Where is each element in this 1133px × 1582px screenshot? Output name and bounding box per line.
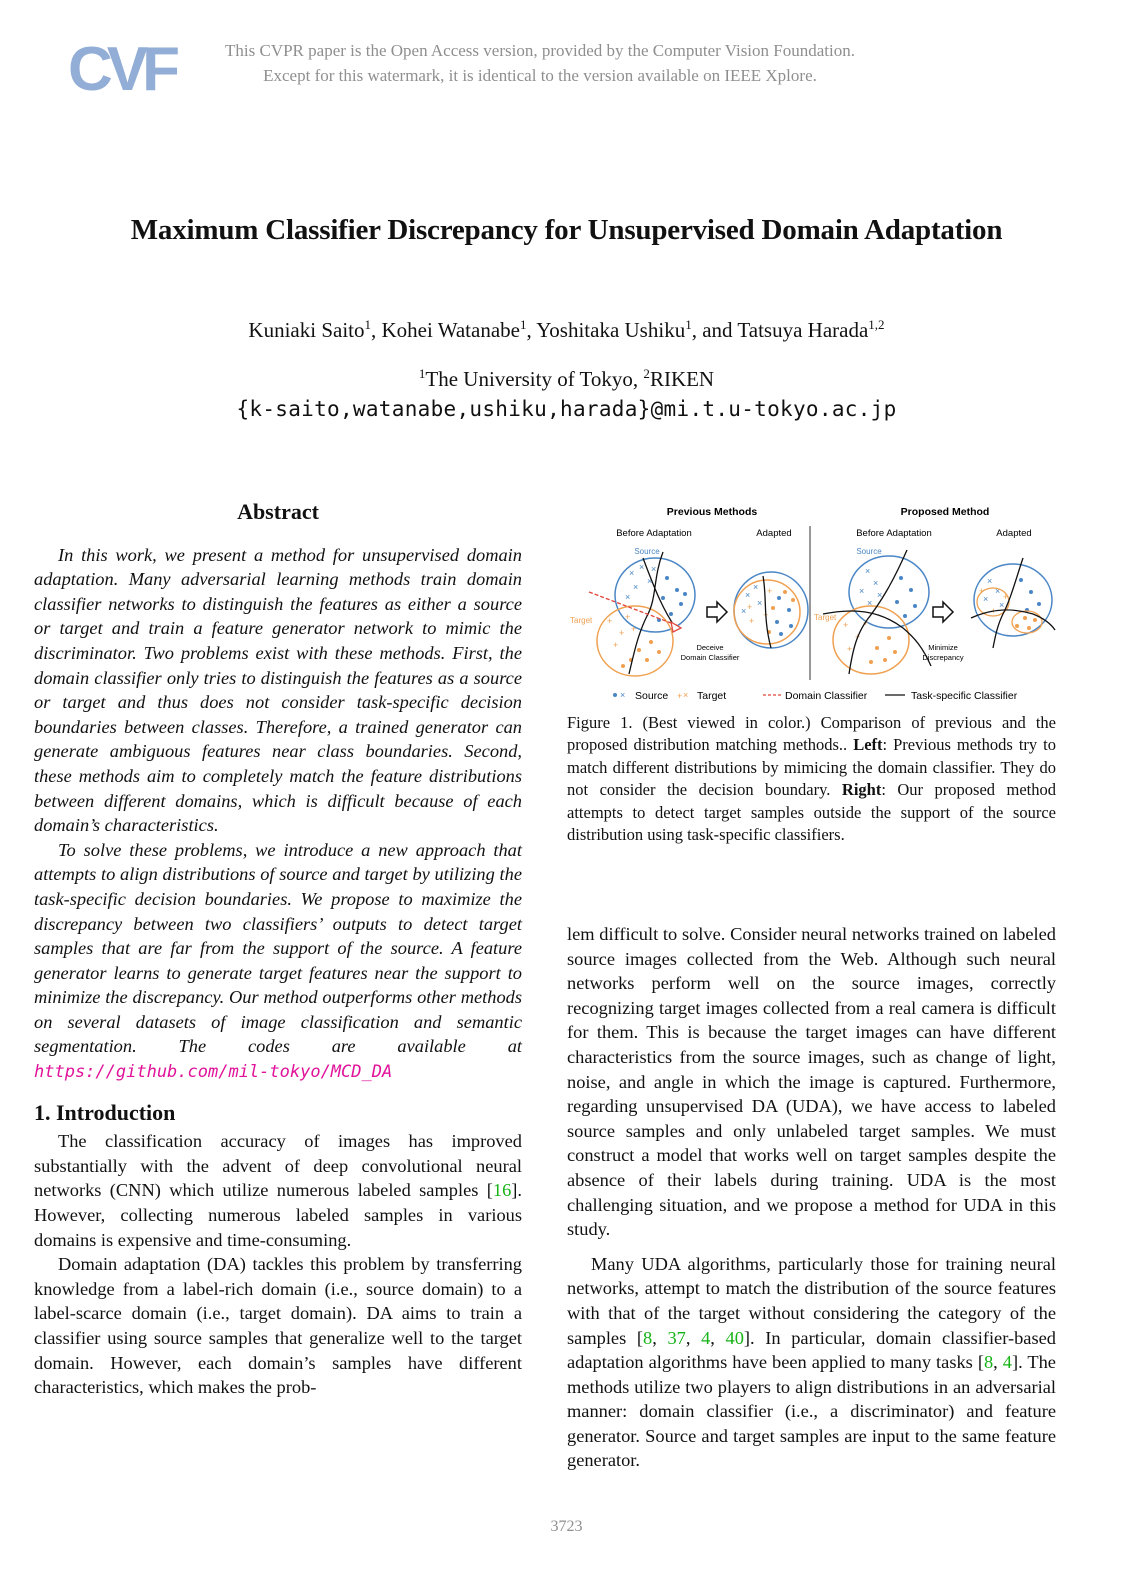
svg-text:×: ×	[867, 598, 873, 608]
svg-text:×: ×	[651, 564, 657, 574]
legend-target: Target	[697, 690, 727, 702]
svg-text:×: ×	[639, 562, 645, 572]
intro-paragraph-1	[34, 1129, 522, 1252]
left-column	[34, 500, 522, 1400]
minimize-label: Discrepancy	[922, 653, 964, 662]
author-affiliation-mark: 1,2	[868, 317, 885, 332]
adapted-label-left: Adapted	[756, 528, 792, 539]
legend-source: Source	[635, 690, 669, 702]
svg-text:+: +	[747, 602, 753, 612]
target-samples	[843, 618, 897, 664]
svg-text:+: +	[855, 632, 861, 642]
svg-text:+: +	[979, 586, 985, 596]
svg-text:+: +	[749, 616, 755, 626]
affiliation-2: RIKEN	[649, 367, 715, 391]
abstract-paragraph-2	[34, 838, 522, 1085]
target-label: Target	[814, 613, 837, 622]
cvf-logo	[66, 34, 174, 104]
author-name: Yoshitaka Ushiku	[536, 318, 686, 342]
figure-1	[567, 498, 1056, 708]
citation-separator: ,	[685, 1327, 702, 1348]
arrow-right-icon	[707, 602, 727, 622]
body-text: Many UDA algorithms, particularly those for training neural networks, attempt to match the distribution of the source features with that of the target without considering the category of the samples [	[567, 1253, 1056, 1348]
svg-text:+: +	[843, 620, 849, 630]
watermark-line-1: This CVPR paper is the Open Access version, provided by the Computer Vision Foundation.	[225, 41, 855, 60]
author-emails: {k-saito,watanabe,ushiku,harada}@mi.t.u-tokyo.ac.jp	[236, 397, 897, 421]
source-dot-icon	[613, 693, 617, 697]
author-affiliation-mark: 1	[519, 317, 527, 332]
svg-text:+: +	[763, 610, 769, 620]
intro-paragraph-4	[567, 1252, 1056, 1473]
citation-link[interactable]: 40	[725, 1327, 744, 1348]
target-samples	[607, 612, 661, 668]
svg-text:×: ×	[873, 578, 879, 588]
author-affiliation-mark: 1	[364, 317, 372, 332]
svg-text:+: +	[613, 640, 619, 650]
author-affiliation-mark: 1	[685, 317, 692, 332]
proposed-adapted-panel	[971, 558, 1055, 648]
svg-text:×: ×	[741, 606, 747, 616]
svg-text:×: ×	[745, 590, 751, 600]
svg-text:+: +	[1003, 592, 1009, 602]
domain-classifier-boundary	[589, 592, 679, 626]
svg-text:+: +	[767, 586, 773, 596]
svg-text:×: ×	[859, 586, 865, 596]
svg-text:×: ×	[629, 568, 635, 578]
abstract-paragraph-1: In this work, we present a method for unsupervised domain adaptation. Many adversarial learning methods train domain classifier networks to distinguish the features as either a source or target and train a feature generator network to mimic the discriminator. Two problems exist with these methods. First, the domain classifier only tries to distinguish the features as a source or target and thus does not consider task-specific decision boundaries between classes. Therefore, a trained generator can generate ambiguous features near class boundaries. Second, these methods aim to completely match the feature distributions between different domains, which is difficult because of each domain’s characteristics.	[34, 544, 522, 836]
citation-link[interactable]: 16	[492, 1180, 512, 1201]
abstract-heading: Abstract	[237, 499, 319, 524]
svg-text:+: +	[847, 644, 853, 654]
citation-link[interactable]: 4	[701, 1327, 711, 1348]
svg-text:×: ×	[633, 582, 639, 592]
caption-text: : Our proposed method attempts to detect target samples outside the support of the source distribution using task-specific classifiers.	[567, 780, 1056, 845]
minimize-label: Minimize	[928, 643, 958, 652]
previous-adapted-panel	[734, 572, 808, 648]
deceive-label: Deceive	[696, 643, 724, 652]
legend-task-classifier: Task-specific Classifier	[911, 690, 1018, 702]
svg-text:×: ×	[647, 576, 653, 586]
citation-separator: ,	[710, 1327, 726, 1348]
svg-text:×: ×	[757, 598, 763, 608]
svg-text:×: ×	[877, 590, 883, 600]
svg-text:CVF: CVF	[68, 35, 174, 104]
caption-left-label: Left	[853, 735, 883, 755]
citation-link[interactable]: 8	[983, 1352, 994, 1373]
task-classifier-1	[993, 558, 1023, 648]
caption-text: : Previous methods try to match different distributions by mimicing the domain classifier. They do not consider the decision boundary.	[567, 735, 1056, 800]
author-separator: ,	[526, 318, 537, 342]
svg-text:×: ×	[865, 566, 871, 576]
svg-text:×: ×	[625, 592, 631, 602]
citation-link[interactable]: 8	[643, 1327, 653, 1348]
author-separator: ,	[371, 318, 382, 342]
affiliation-mark: 1	[418, 366, 426, 381]
svg-text:×: ×	[999, 600, 1005, 610]
target-cross-icon: ×	[683, 690, 689, 700]
source-label: Source	[634, 547, 660, 556]
figure-1-diagram	[567, 498, 1056, 708]
body-text: ]. The methods utilize two players to align distributions in an adversarial manner: domain classifier (i.e., a discriminator) and feature generator. Source and target samples are input to the same feature generator.	[567, 1352, 1056, 1471]
intro-text: The classification accuracy of images has improved substantially with the advent of deep convolutional neural networks (CNN) which utilize numerous labeled samples [	[34, 1131, 522, 1201]
author-separator: , and	[691, 318, 738, 342]
adapted-label-right: Adapted	[996, 528, 1032, 539]
legend-domain-classifier: Domain Classifier	[785, 690, 868, 702]
abstract-text: To solve these problems, we introduce a new approach that attempts to align distributions of source and target by utilizing the task-specific decision boundaries. We propose to maximize the discrepancy between two classifiers’ outputs to detect target samples that are far from the support of the source. A feature generator learns to generate target features near the support to minimize the discrepancy. Our method outperforms other methods on several datasets of image classification and semantic segmentation. The codes are available at	[34, 839, 522, 1057]
citation-separator: ,	[652, 1327, 668, 1348]
intro-paragraph-3: lem difficult to solve. Consider neural networks trained on labeled source images collected from the Web. Although such neural networks perform well on the source images, correctly recognizing target images collected from a real camera is difficult for them. This is because the target images can have different characteristics from the source images, such as change of light, noise, and angle in which the image is captured. Furthermore, regarding unsupervised DA (UDA), we have access to labeled source samples and only unlabeled target samples. We must construct a model that works well on target samples despite the absence of their labels during training. UDA is the most challenging situation, and we propose a method for UDA in this study.	[567, 924, 1056, 1240]
proposed-method-title: Proposed Method	[900, 506, 990, 518]
citation-link[interactable]: 37	[667, 1327, 686, 1348]
svg-text:+: +	[619, 628, 625, 638]
affiliations	[0, 367, 1133, 392]
paper-title: Maximum Classifier Discrepancy for Unsupervised Domain Adaptation	[130, 214, 1003, 246]
author-list	[0, 318, 1133, 343]
deceive-label: Domain Classifier	[680, 653, 740, 662]
body-text: ]. In particular, domain classifier-based adaptation algorithms have been applied to many tasks [	[567, 1327, 1056, 1373]
author-name: Kohei Watanabe	[381, 318, 520, 342]
svg-text:+: +	[607, 616, 613, 626]
affiliation-1: The University of Tokyo,	[425, 367, 644, 391]
svg-text:+: +	[863, 618, 869, 628]
arrow-right-icon	[933, 602, 953, 622]
svg-text:×: ×	[983, 594, 989, 604]
code-link[interactable]: https://github.com/mil-tokyo/MCD_DA	[34, 1062, 393, 1083]
previous-methods-title: Previous Methods	[666, 506, 758, 518]
citation-link[interactable]: 4	[1002, 1352, 1012, 1373]
affiliation-mark: 2	[643, 366, 650, 381]
svg-text:+: +	[625, 612, 631, 622]
caption-right-label: Right	[841, 780, 882, 800]
caption-text: Figure 1. (Best viewed in color.) Comparison of previous and the proposed distribution matching methods..	[567, 713, 1056, 755]
author-name: Tatsuya Harada	[737, 318, 869, 342]
svg-text:+: +	[991, 606, 997, 616]
svg-text:×: ×	[987, 576, 993, 586]
svg-text:×: ×	[753, 582, 759, 592]
page-number: 3723	[550, 1518, 583, 1535]
author-name: Kuniaki Saito	[248, 318, 365, 342]
citation-separator: ,	[993, 1352, 1003, 1373]
before-adaptation-label-right: Before Adaptation	[856, 528, 932, 539]
target-cluster	[1012, 611, 1042, 633]
intro-text: ]. However, collecting numerous labeled samples in various domains is expensive and time-consuming.	[34, 1180, 522, 1250]
right-column	[567, 922, 1056, 1473]
source-label: Source	[856, 547, 882, 556]
target-label: Target	[570, 616, 593, 625]
intro-paragraph-2: Domain adaptation (DA) tackles this problem by transferring knowledge from a label-rich domain (i.e., source domain) to a label-scarce domain (i.e., target domain). DA aims to train a classifier using source samples that generalize well to the target domain. However, each domain’s samples have different characteristics, which makes the prob-	[34, 1254, 522, 1398]
source-cross-icon: ×	[620, 690, 626, 700]
before-adaptation-label-left: Before Adaptation	[616, 528, 692, 539]
figure-1-caption	[567, 712, 1056, 846]
watermark-text	[160, 38, 920, 88]
section-heading-introduction: 1. Introduction	[34, 1099, 176, 1125]
svg-text:+: +	[631, 624, 637, 634]
watermark-line-2: Except for this watermark, it is identical to the version available on IEEE Xplore.	[263, 66, 817, 85]
target-plus-icon: +	[677, 691, 683, 701]
svg-text:×: ×	[995, 586, 1001, 596]
figure-legend	[613, 690, 1018, 702]
